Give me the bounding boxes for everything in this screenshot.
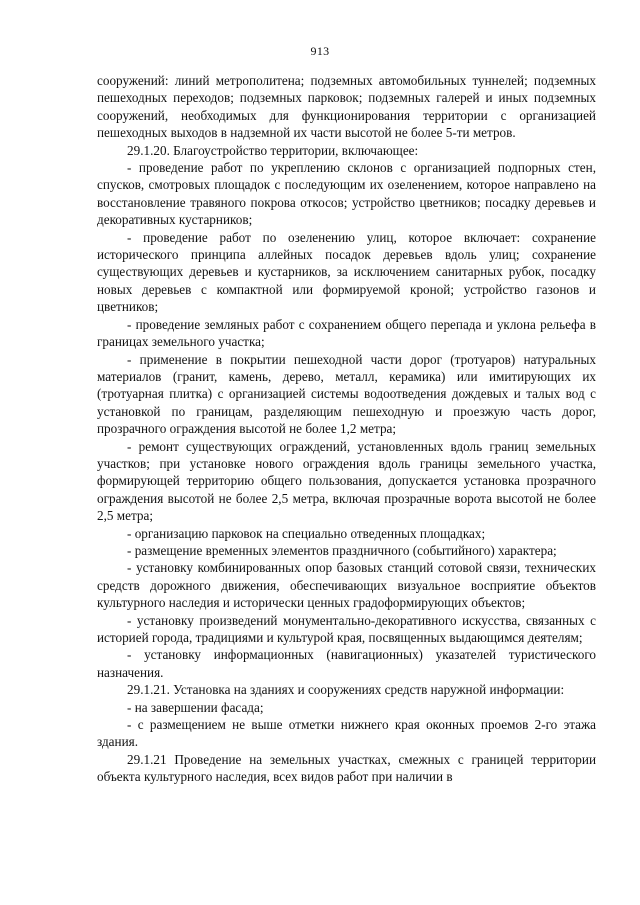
list-item-earthworks: - проведение земляных работ с сохранением общего перепада и уклона рельефа в границах земельного участка; (97, 316, 596, 350)
list-item-monuments: - установку произведений монументально-декоративного искусства, связанных с историей города, традициями и культурой края, посвященных выдающимся деятелям; (97, 612, 596, 645)
list-item-slopes: - проведение работ по укреплению склонов с организацией подпорных стен, спусков, смотровых площадок с последующим их озеленением, которое направлено на восстановление травяного покрова откосов; устройство цветников; посадку деревьев и декоративных кустарников; (97, 160, 596, 228)
paragraph-continuation: сооружений: линий метрополитена; подземных автомобильных туннелей; подземных пешеходных переходов; подземных парковок; подземных галерей и иных подземных сооружений, необходимых для функционирования территории с организацией пешеходных выходов в надземной их части высотой не более 5-ти метров. (97, 73, 596, 141)
list-item-window-level: - с размещением не выше отметки нижнего края оконных проемов 2-го этажа здания. (97, 717, 596, 750)
list-item-temporary-elements: - размещение временных элементов праздничного (событийного) характера; (127, 542, 557, 558)
list-item-parking: - организацию парковок на специально отведенных площадках; (127, 525, 486, 541)
list-item-facade-top: - на завершении фасада; (127, 699, 264, 715)
document-body (97, 72, 596, 786)
list-item-supports: - установку комбинированных опор базовых станций сотовой связи, технических средств дорожного движения, обеспечивающих визуальное восприятие объектов культурного наследия и исторически ценных градоформирующих объектов; (97, 560, 596, 611)
section-heading-29-1-21: 29.1.21. Установка на зданиях и сооружениях средств наружной информации: (127, 682, 565, 698)
page-number: 913 (310, 44, 330, 58)
section-heading-29-1-20: 29.1.20. Благоустройство территории, включающее: (127, 142, 419, 158)
list-item-signs: - установку информационных (навигационных) указателей туристического назначения. (97, 647, 596, 680)
list-item-fences: - ремонт существующих ограждений, установленных вдоль границ земельных участков; при установке нового ограждения вдоль границы земельного участка, формирующей территорию общего пользования, допускается установка прозрачного ограждения высотой не более 2,5 метра, включая прозрачные ворота высотой не более 2,5 метра; (97, 438, 596, 524)
list-item-street-greening: - проведение работ по озеленению улиц, которое включает: сохранение исторического принципа аллейных посадок деревьев вдоль улиц; сохранение существующих деревьев и кустарников, за исключением санитарных рубок, посадку новых деревьев с компактной или формируемой кроной; устройство газонов и цветников; (97, 229, 596, 315)
list-item-pavement: - применение в покрытии пешеходной части дорог (тротуаров) натуральных материалов (гранит, камень, дерево, металл, керамика) или имитирующих их (тротуарная плитка) с организацией системы водоотведения дождевых и талых вод с установкой по границам, разделяющим пешеходную и проезжую часть дорог, прозрачного ограждения высотой не более 1,2 метра; (97, 351, 596, 437)
section-heading-29-1-21-works: 29.1.21 Проведение на земельных участках, смежных с границей территории объекта культурного наследия, всех видов работ при наличии в (97, 751, 596, 785)
